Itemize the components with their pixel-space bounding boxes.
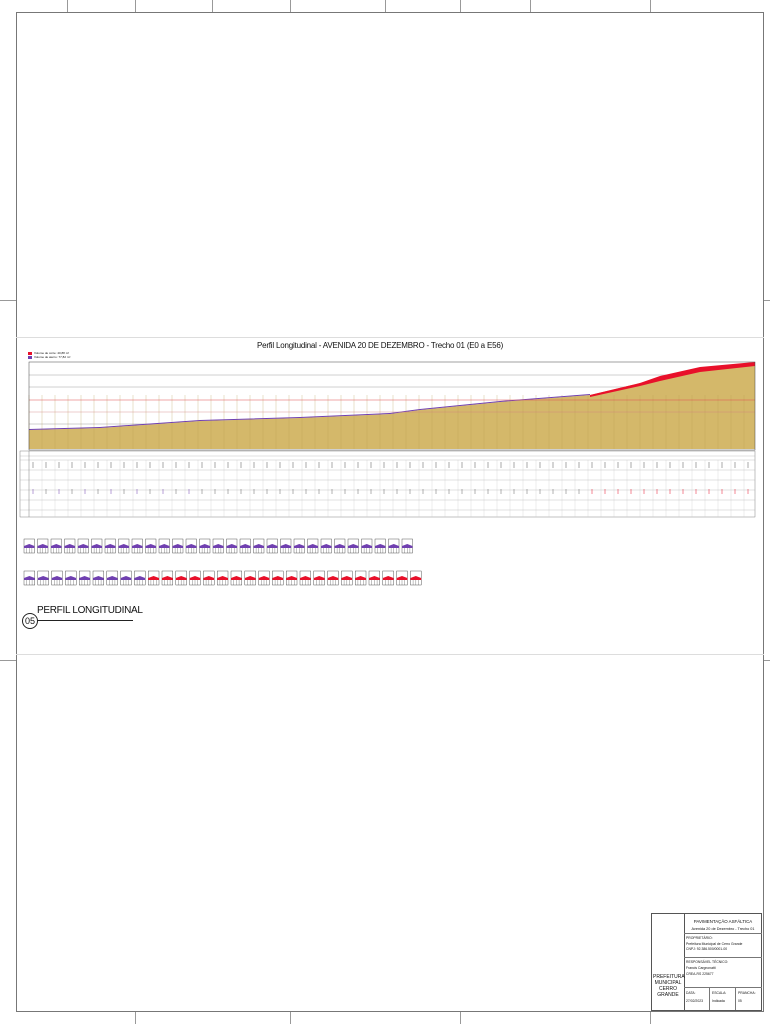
cross-section-thumbnail <box>259 571 270 585</box>
cross-section-thumbnails <box>24 539 413 553</box>
cross-section-thumbnail <box>24 571 35 585</box>
cross-section-thumbnail <box>121 571 132 585</box>
cross-section-thumbnail <box>348 539 359 553</box>
cross-section-thumbnail <box>190 571 201 585</box>
cross-section-thumbnail <box>132 539 143 553</box>
cross-section-thumbnail <box>200 539 211 553</box>
cross-section-thumbnail <box>321 539 332 553</box>
cross-section-thumbnail <box>308 539 319 553</box>
section-underline <box>37 620 133 621</box>
cross-section-thumbnail <box>402 539 413 553</box>
sheet-value: 05 <box>738 999 742 1003</box>
sheet-label: PRANCHA: <box>738 991 756 995</box>
date-label: DATA: <box>686 991 696 995</box>
legend-fill: Volume de aterro: 77,82 m³ <box>28 355 70 359</box>
technician-cell <box>684 958 762 988</box>
scale-value: Indicada <box>712 999 725 1003</box>
cross-section-thumbnail <box>176 571 187 585</box>
cross-section-thumbnail <box>355 571 366 585</box>
cross-section-thumbnail <box>107 571 118 585</box>
owner-label: PROPRIETÁRIO: <box>686 936 713 940</box>
prefeitura-logo-area <box>652 914 685 1010</box>
sheet-cell <box>736 988 762 1010</box>
cross-section-thumbnail <box>146 539 157 553</box>
cross-section-thumbnail <box>314 571 325 585</box>
cross-section-thumbnail <box>65 539 76 553</box>
cross-section-thumbnail <box>281 539 292 553</box>
cross-section-thumbnail <box>286 571 297 585</box>
cross-section-thumbnail <box>24 539 35 553</box>
section-number-badge: 05 <box>22 613 38 629</box>
owner-name: Prefeitura Municipal de Cerro Grande <box>686 942 743 946</box>
title-block <box>651 913 762 1011</box>
cross-section-thumbnail <box>227 539 238 553</box>
prefeitura-name: PREFEITURA MUNICIPAL CERRO GRANDE <box>653 974 685 998</box>
cross-section-thumbnail <box>65 571 76 585</box>
owner-cell <box>684 934 762 958</box>
cross-section-thumbnail <box>369 571 380 585</box>
cross-section-thumbnail <box>38 539 49 553</box>
title-block-header <box>684 914 762 934</box>
cross-section-thumbnail <box>52 571 63 585</box>
cross-section-thumbnail <box>162 571 173 585</box>
cross-section-thumbnail <box>203 571 214 585</box>
cross-section-thumbnail <box>254 539 265 553</box>
cross-section-thumbnail <box>389 539 400 553</box>
date-cell <box>684 988 710 1010</box>
cross-section-thumbnail <box>51 539 62 553</box>
cross-section-thumbnail <box>134 571 145 585</box>
cross-section-thumbnail <box>79 571 90 585</box>
cross-section-thumbnail <box>240 539 251 553</box>
cross-section-thumbnail <box>92 539 103 553</box>
cross-section-thumbnail <box>231 571 242 585</box>
cross-section-thumbnail <box>186 539 197 553</box>
cross-section-thumbnail <box>375 539 386 553</box>
cross-section-thumbnail <box>294 539 305 553</box>
scale-label: ESCALA: <box>712 991 727 995</box>
date-value: 27/02/2023 <box>686 999 703 1003</box>
cross-section-thumbnail <box>410 571 421 585</box>
cross-section-thumbnail <box>397 571 408 585</box>
profile-data-table <box>20 451 755 517</box>
cross-section-thumbnail <box>217 571 228 585</box>
scale-cell <box>710 988 736 1010</box>
cross-section-thumbnail <box>341 571 352 585</box>
cross-section-thumbnail <box>328 571 339 585</box>
cross-section-thumbnail <box>362 539 373 553</box>
cross-section-thumbnail <box>173 539 184 553</box>
project-title: PAVIMENTAÇÃO ASFÁLTICA <box>693 919 753 924</box>
cross-section-thumbnail <box>159 539 170 553</box>
cross-section-thumbnail <box>105 539 116 553</box>
technician-name: Francis Cargnonatti <box>686 966 716 970</box>
cross-section-thumbnail <box>245 571 256 585</box>
cross-section-thumbnail <box>383 571 394 585</box>
cross-section-thumbnail <box>38 571 49 585</box>
cross-section-thumbnail <box>267 539 278 553</box>
table-border <box>20 451 755 517</box>
owner-cnpj: CNPJ: 92.386.500/0001-00 <box>686 947 728 951</box>
cross-section-thumbnail <box>93 571 104 585</box>
cross-section-thumbnail <box>300 571 311 585</box>
cross-section-thumbnail <box>148 571 159 585</box>
cross-section-thumbnail <box>119 539 130 553</box>
section-title: PERFIL LONGITUDINAL <box>37 605 143 616</box>
cross-section-thumbnail <box>213 539 224 553</box>
cross-section-thumbnails <box>24 571 421 585</box>
cross-section-thumbnail <box>335 539 346 553</box>
legend-cut: Volume de corte: 40,88 m³ <box>28 351 70 355</box>
cross-section-thumbnail <box>78 539 89 553</box>
technician-label: RESPONSÁVEL TÉCNICO: <box>686 960 729 964</box>
cross-section-thumbnail <box>272 571 283 585</box>
technician-crea: CREA-RS 225677 <box>686 972 714 976</box>
profile-title: Perfil Longitudinal - AVENIDA 20 DE DEZEMBRO - Trecho 01 (E0 a E56) <box>256 341 504 350</box>
terrain-area <box>29 363 755 449</box>
project-subtitle: Avenida 20 de Dezembro - Trecho 01 <box>691 927 755 931</box>
